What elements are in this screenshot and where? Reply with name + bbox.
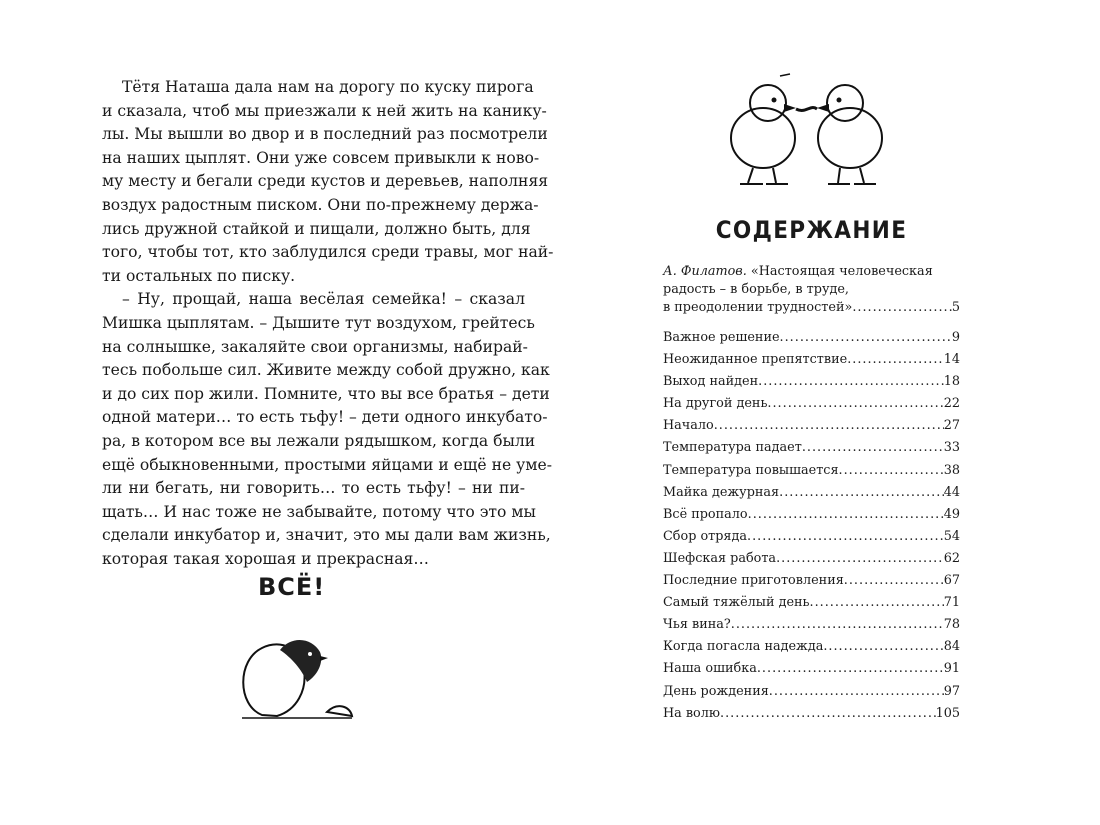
toc-entry-page: 67 [943, 573, 960, 589]
toc-entry-title: Самый тяжёлый день [663, 595, 810, 611]
toc-entry-title: Выход найден [663, 374, 759, 390]
toc-entry-title: Неожиданное препятствие [663, 352, 848, 368]
toc-entry[interactable] [663, 393, 960, 415]
toc-entry-page: 78 [943, 617, 960, 633]
toc-entry-page: 49 [943, 506, 960, 522]
toc-entry[interactable] [663, 570, 960, 592]
toc-entry[interactable] [663, 460, 960, 482]
text-line: Мишка цыплятам. – Дышите тут воздухом, грейтесь [102, 313, 535, 332]
leader-dots [780, 327, 952, 349]
toc-entry-page: 71 [943, 595, 960, 611]
toc-entry-title: Всё пропало [663, 506, 748, 522]
toc-entry-page: 27 [943, 418, 960, 434]
leader-dots [731, 614, 944, 636]
text-line: щать… И нас тоже не забывайте, потому что это мы [102, 502, 536, 521]
toc-entry[interactable] [663, 548, 960, 570]
leader-dots [847, 349, 944, 371]
intro-title-line3: в преодолении трудностей» [663, 300, 853, 315]
text-line: лись дружной стайкой и пищали, должно быть, для [102, 219, 531, 238]
toc-entry[interactable] [663, 504, 960, 526]
toc-entry-title: Сбор отряда [663, 528, 748, 544]
toc-entry[interactable] [663, 482, 960, 504]
text-line: одной матери… то есть тьфу! – дети одного инкубато- [102, 408, 548, 427]
text-line: воздух радостным писком. Они по-прежнему держа- [102, 195, 539, 214]
toc-entry-page: 22 [943, 396, 960, 412]
toc-entry-title: Важное решение [663, 330, 780, 345]
text-line: – Ну, прощай, наша весёлая семейка! – сказал [122, 290, 525, 309]
text-line: лы. Мы вышли во двор и в последний раз посмотрели [102, 125, 548, 144]
leader-dots [714, 415, 944, 437]
toc-entry[interactable] [663, 658, 960, 680]
text-line: му месту и бегали среди кустов и деревьев, наполняя [102, 172, 549, 191]
intro-title-line2: радость – в борьбе, в труде, [663, 282, 849, 297]
leader-dots [802, 437, 944, 459]
toc-entry[interactable] [663, 592, 960, 614]
toc-entry-page: 38 [943, 462, 960, 478]
text-line: тесь побольше сил. Живите между собой дружно, как [102, 361, 550, 380]
leader-dots [758, 371, 944, 393]
toc-entry-page: 9 [951, 330, 960, 345]
leader-dots [720, 703, 936, 725]
text-line: Тётя Наташа дала нам на дорогу по куску пирога [122, 78, 534, 96]
toc-entry-title: День рождения [663, 683, 769, 699]
leader-dots [779, 482, 944, 504]
toc-entry[interactable] [663, 327, 960, 349]
toc-entry-title: Последние приготовления [663, 573, 844, 589]
toc-entry[interactable] [663, 681, 960, 703]
toc-entry-page: 84 [943, 639, 960, 655]
toc-entry[interactable] [663, 703, 960, 725]
toc-entry[interactable] [663, 614, 960, 636]
toc-entry-title: Шефская работа [663, 550, 777, 566]
toc-entry[interactable] [663, 415, 960, 437]
leader-dots [823, 636, 943, 658]
toc-entry[interactable] [663, 526, 960, 548]
text-line: которая такая хорошая и прекрасная… [102, 549, 429, 568]
leader-dots [776, 548, 944, 570]
leader-dots [747, 526, 944, 548]
text-line: сделали инкубатор и, значит, это мы дали вам жизнь, [102, 526, 551, 545]
hatching-chick-illustration [232, 630, 362, 725]
table-of-contents [663, 263, 960, 725]
leader-dots [767, 393, 943, 415]
toc-entry[interactable] [663, 437, 960, 459]
toc-entry-page: 33 [943, 440, 960, 456]
toc-entry-page: 105 [935, 705, 960, 721]
toc-entry-title: Наша ошибка [663, 661, 757, 677]
toc-entry-title: Температура повышается [663, 462, 839, 478]
toc-entry-title: На другой день [663, 396, 768, 412]
toc-entry-title: Майка дежурная [663, 484, 780, 500]
end-heading: ВСЁ! [258, 573, 326, 601]
text-line: и сказала, чтоб мы приезжали к ней жить на канику- [102, 101, 547, 120]
text-line: ещё обыкновенными, простыми яйцами и ещё не уме- [102, 455, 552, 474]
text-line: ра, в котором все вы лежали рядышком, когда были [102, 431, 536, 450]
leader-dots [810, 592, 944, 614]
toc-entry-title: Температура падает [663, 440, 802, 456]
toc-entry-title: На волю [663, 705, 721, 721]
text-line: ли ни бегать, ни говорить… то есть тьфу! – ни пи- [102, 479, 525, 498]
leader-dots [839, 460, 944, 482]
story-text [102, 76, 554, 571]
toc-entry-page: 97 [943, 683, 960, 699]
leader-dots [757, 658, 944, 680]
text-line: того, чтобы тот, кто заблудился среди травы, мог най- [102, 243, 554, 262]
intro-page: 5 [951, 300, 960, 315]
toc-entry-page: 14 [943, 352, 960, 368]
text-line: на наших цыплят. Они уже совсем привыкли к ново- [102, 148, 540, 167]
toc-entry-page: 44 [943, 484, 960, 500]
toc-entry-page: 62 [943, 550, 960, 566]
intro-author: А. Филатов. [663, 264, 747, 279]
toc-entry[interactable] [663, 371, 960, 393]
leader-dots [748, 504, 944, 526]
toc-entry[interactable] [663, 636, 960, 658]
leader-dots [844, 570, 944, 592]
text-line: на солнышке, закаляйте свои организмы, набирай- [102, 337, 528, 356]
text-line: ти остальных по писку. [102, 266, 296, 285]
toc-entry[interactable] [663, 349, 960, 371]
toc-entry-title: Чья вина? [663, 617, 731, 633]
toc-entry-title: Начало [663, 418, 714, 434]
text-line: и до сих пор жили. Помните, что вы все братья – дети [102, 384, 550, 403]
toc-entries [663, 327, 960, 725]
toc-entry-page: 18 [943, 374, 960, 390]
two-chicks-with-worm-illustration [718, 68, 898, 193]
toc-intro-entry[interactable] [663, 263, 960, 317]
toc-entry-page: 54 [943, 528, 960, 544]
contents-title: СОДЕРЖАНИЕ [715, 216, 908, 244]
leader-dots [769, 681, 944, 703]
toc-entry-title: Когда погасла надежда [663, 639, 824, 655]
intro-title-line1: «Настоящая человеческая [750, 264, 933, 279]
toc-entry-page: 91 [943, 661, 960, 677]
